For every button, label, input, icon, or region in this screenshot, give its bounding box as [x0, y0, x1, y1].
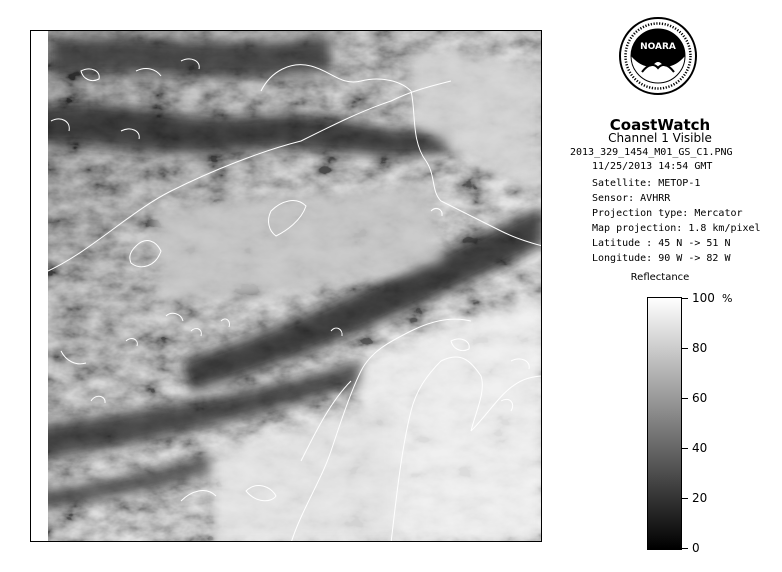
projection-type-label: Projection type: Mercator — [592, 208, 743, 219]
datetime-label: 11/25/2013 14:54 GMT — [592, 161, 713, 172]
colorbar-tick — [682, 548, 688, 549]
noaa-logo — [618, 16, 698, 96]
colorbar-tick-label: 60 — [692, 391, 708, 405]
satellite-image — [30, 30, 542, 542]
longitude-label: Longitude: 90 W -> 82 W — [592, 253, 731, 264]
logo-text: NOARA — [640, 42, 676, 52]
colorbar-tick — [682, 398, 688, 399]
filename-label: 2013_329_1454_M01_GS_C1.PNG — [570, 147, 733, 158]
satellite-imagery-svg — [31, 31, 542, 542]
colorbar-tick-label: 100 — [692, 291, 715, 305]
colorbar-tick — [682, 498, 688, 499]
app-title: CoastWatch — [609, 116, 711, 134]
colorbar-tick — [682, 298, 688, 299]
colorbar-tick-label: 80 — [692, 341, 708, 355]
channel-subtitle: Channel 1 Visible — [608, 131, 712, 145]
colorbar-tick-label: 0 — [692, 541, 700, 555]
reflectance-colorbar — [647, 297, 682, 550]
satellite-label: Satellite: METOP-1 — [592, 178, 701, 189]
colorbar-tick — [682, 348, 688, 349]
noaa-emblem-icon — [618, 16, 698, 96]
sensor-label: Sensor: AVHRR — [592, 193, 671, 204]
colorbar-tick — [682, 448, 688, 449]
legend-title: Reflectance — [630, 272, 690, 283]
colorbar-gradient — [648, 298, 681, 549]
latitude-label: Latitude : 45 N -> 51 N — [592, 238, 731, 249]
legend-unit: % — [722, 292, 733, 305]
colorbar-tick-label: 20 — [692, 491, 708, 505]
colorbar-tick-label: 40 — [692, 441, 708, 455]
map-projection-label: Map projection: 1.8 km/pixel — [592, 223, 761, 234]
